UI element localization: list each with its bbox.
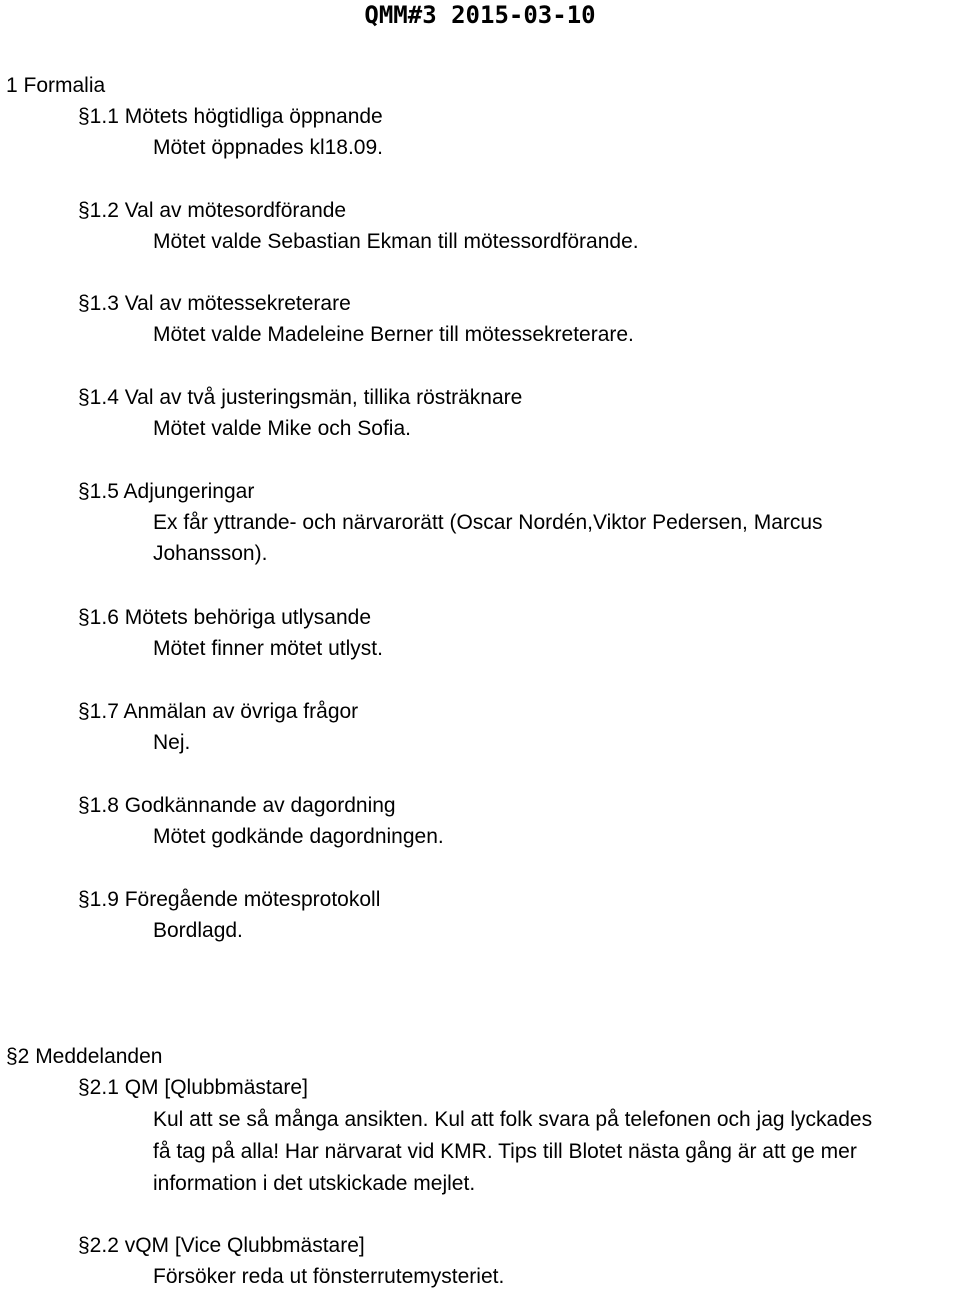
item-body: Mötet öppnades kl18.09. <box>153 136 383 159</box>
section-heading: 1 Formalia <box>6 74 106 97</box>
item-body: information i det utskickade mejlet. <box>153 1172 476 1195</box>
section-heading: §2 Meddelanden <box>6 1045 163 1068</box>
item-body: Mötet finner mötet utlyst. <box>153 637 383 660</box>
item-heading: §2.2 vQM [Vice Qlubbmästare] <box>78 1234 365 1257</box>
item-heading: §1.9 Föregående mötesprotokoll <box>78 888 381 911</box>
item-body: Mötet valde Mike och Sofia. <box>153 417 411 440</box>
item-body: Ex får yttrande- och närvarorätt (Oscar Nordén,Viktor Pedersen, Marcus <box>153 511 823 534</box>
item-heading: §1.1 Mötets högtidliga öppnande <box>78 105 383 128</box>
item-body: få tag på alla! Har närvarat vid KMR. Tips till Blotet nästa gång är att ge mer <box>153 1140 857 1163</box>
item-body: Mötet valde Sebastian Ekman till mötessordförande. <box>153 230 639 253</box>
item-heading: §1.7 Anmälan av övriga frågor <box>78 700 359 723</box>
item-body: Försöker reda ut fönsterrutemysteriet. <box>153 1265 505 1288</box>
item-body: Mötet godkände dagordningen. <box>153 825 444 848</box>
item-heading: §1.5 Adjungeringar <box>78 480 255 503</box>
page-title: QMM#3 2015-03-10 <box>364 1 596 29</box>
item-heading: §1.8 Godkännande av dagordning <box>78 794 396 817</box>
item-body: Johansson). <box>153 542 268 565</box>
item-body: Bordlagd. <box>153 919 243 942</box>
item-body: Nej. <box>153 731 191 754</box>
item-heading: §1.4 Val av två justeringsmän, tillika rösträknare <box>78 386 523 409</box>
item-heading: §1.6 Mötets behöriga utlysande <box>78 606 372 629</box>
item-heading: §2.1 QM [Qlubbmästare] <box>78 1076 308 1099</box>
item-heading: §1.2 Val av mötesordförande <box>78 199 347 222</box>
item-body: Mötet valde Madeleine Berner till mötessekreterare. <box>153 323 634 346</box>
item-body: Kul att se så många ansikten. Kul att folk svara på telefonen och jag lyckades <box>153 1108 873 1131</box>
item-heading: §1.3 Val av mötessekreterare <box>78 292 351 315</box>
